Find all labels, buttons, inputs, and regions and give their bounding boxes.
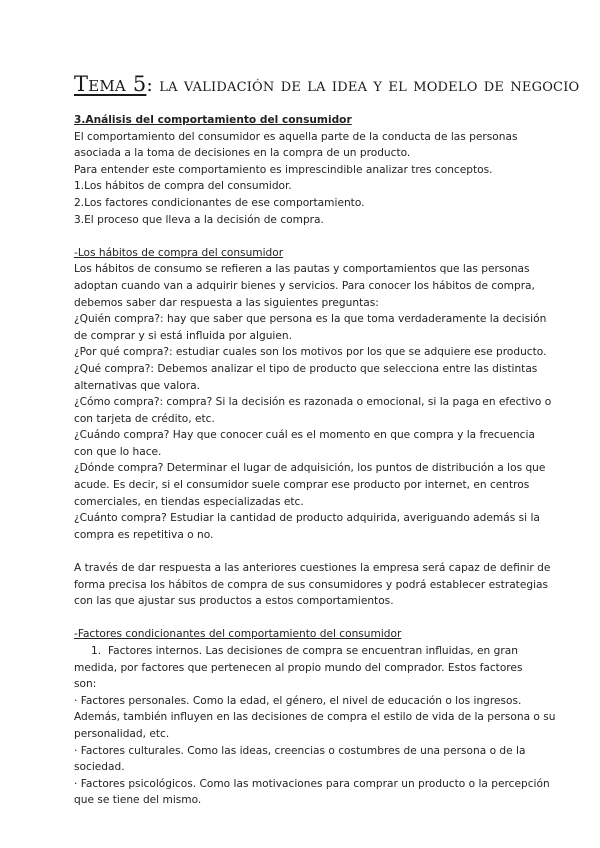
list-item: 3.El proceso que lleva a la decisión de compra.: [74, 213, 324, 226]
paragraph-line: El comportamiento del consumidor es aquella parte de la conducta de las personas: [74, 130, 518, 143]
page-title: [74, 72, 580, 96]
question-line: ¿Cuándo compra? Hay que conocer cuál es el momento en que compra y la frecuencia: [74, 429, 535, 442]
paragraph-line: asociada a la toma de decisiones en la compra de un producto.: [74, 147, 411, 160]
paragraph-line: son:: [74, 678, 97, 691]
question-line: alternativas que valora.: [74, 379, 200, 392]
paragraph-line: Los hábitos de consumo se refieren a las pautas y comportamientos que las personas: [74, 263, 530, 276]
bullet-line: · Factores culturales. Como las ideas, creencias o costumbres de una persona o de la: [74, 744, 526, 757]
bullet-line: que se tiene del mismo.: [74, 794, 202, 807]
section-analisis: [74, 112, 534, 228]
paragraph-gap: [74, 228, 534, 245]
paragraph-line: adoptan cuando van a adquirir bienes y servicios. Para conocer los hábitos de compra,: [74, 279, 535, 292]
question-line: comerciales, en tiendas especializadas etc.: [74, 495, 304, 508]
question-line: ¿Qué compra?: Debemos analizar el tipo de producto que selecciona entre las distintas: [74, 362, 538, 375]
list-item: 2.Los factores condicionantes de ese comportamiento.: [74, 196, 365, 209]
question-line: ¿Dónde compra? Determinar el lugar de adquisición, los puntos de distribución a los que: [74, 462, 546, 475]
bullet-line: · Factores personales. Como la edad, el género, el nivel de educación o los ingresos.: [74, 694, 522, 707]
paragraph-line: debemos saber dar respuesta a las siguientes preguntas:: [74, 296, 379, 309]
item-text: Factores internos. Las decisiones de compra se encuentran influidas, en gran: [108, 645, 518, 657]
document-body: [74, 112, 556, 809]
section-habitos: [74, 245, 552, 544]
bullet-line: Además, también influyen en las decisiones de compra el estilo de vida de la persona o su: [74, 711, 556, 724]
title-lead: Tema 5: [74, 72, 147, 96]
question-line: de comprar y si está influida por alguien.: [74, 329, 292, 342]
question-line: ¿Cómo compra?: compra? Si la decisión es razonada o emocional, si la paga en efectivo o: [74, 396, 552, 409]
bullet-line: sociedad.: [74, 761, 125, 774]
paragraph-gap: [74, 610, 534, 627]
section-heading: 3.Análisis del comportamiento del consumidor: [74, 114, 352, 126]
numbered-item: [74, 643, 534, 660]
item-number: 1.: [91, 645, 102, 657]
question-line: con tarjeta de crédito, etc.: [74, 412, 215, 425]
bullet-line: personalidad, etc.: [74, 727, 170, 740]
list-item: 1.Los hábitos de compra del consumidor.: [74, 180, 292, 193]
paragraph-line: forma precisa los hábitos de compra de sus consumidores y podrá establecer estrategias: [74, 578, 549, 591]
conclusion-paragraph: [74, 560, 551, 610]
title-rest: : la validación de la idea y el modelo de negocio: [146, 74, 580, 96]
question-line: ¿Cuánto compra? Estudiar la cantidad de producto adquirida, averiguando además si la: [74, 512, 540, 525]
question-line: acude. Es decir, si el consumidor suele comprar ese producto por internet, en centros: [74, 479, 530, 492]
bullet-line: · Factores psicológicos. Como las motivaciones para comprar un producto o la percepción: [74, 777, 550, 790]
question-line: ¿Quién compra?: hay que saber que persona es la que toma verdaderamente la decisión: [74, 313, 547, 326]
section-factores: [74, 626, 556, 809]
paragraph-line: Para entender este comportamiento es imprescindible analizar tres conceptos.: [74, 163, 493, 176]
paragraph-line: medida, por factores que pertenecen al propio mundo del comprador. Estos factores: [74, 661, 523, 674]
paragraph-line: con las que ajustar sus productos a estos comportamientos.: [74, 595, 394, 608]
question-line: ¿Por qué compra?: estudiar cuales son los motivos por los que se adquiere ese producto.: [74, 346, 547, 359]
paragraph-gap: [74, 543, 534, 560]
subsection-heading: -Factores condicionantes del comportamiento del consumidor: [74, 628, 402, 641]
subsection-heading: -Los hábitos de compra del consumidor: [74, 246, 284, 259]
question-line: compra es repetitiva o no.: [74, 528, 214, 541]
paragraph-line: A través de dar respuesta a las anteriores cuestiones la empresa será capaz de definir de: [74, 562, 551, 575]
question-line: con que lo hace.: [74, 445, 162, 458]
